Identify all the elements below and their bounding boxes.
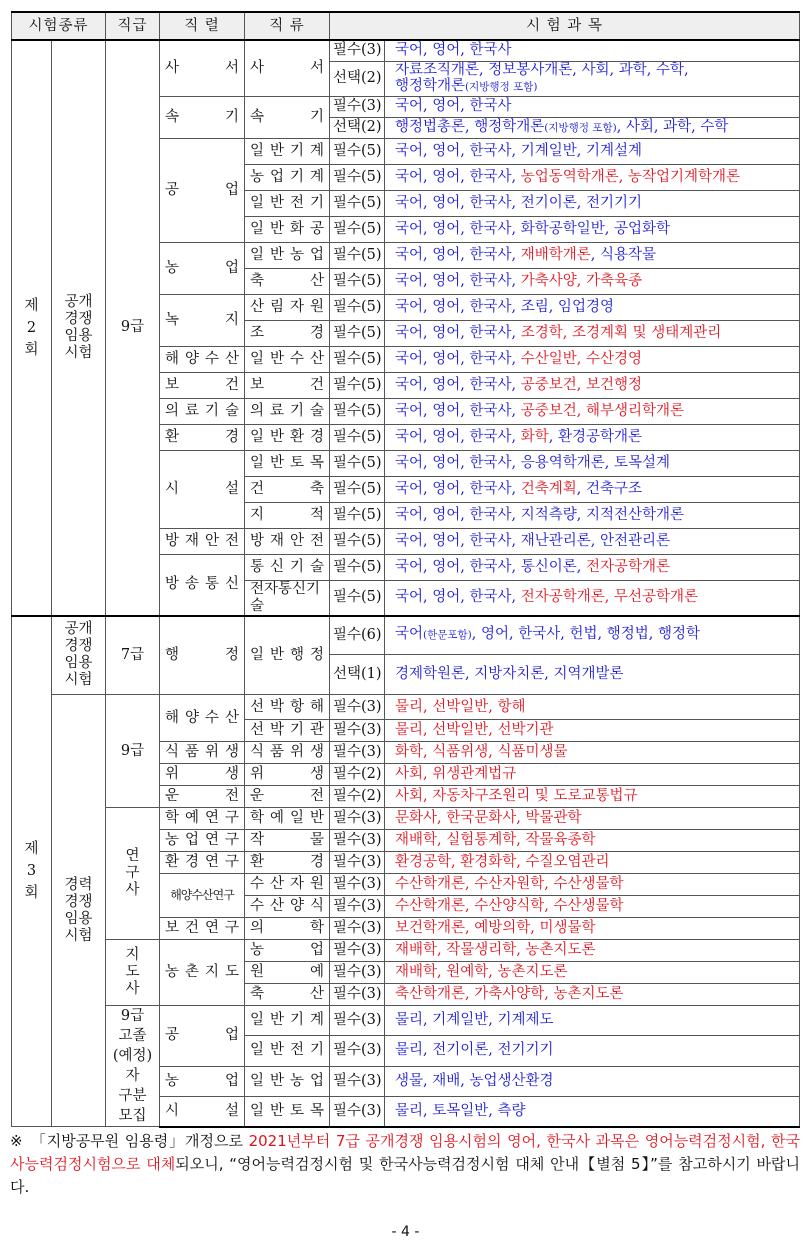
subject-text: 공중보건, 해부생리학개론 (520, 402, 685, 419)
subject-text: 국어, 영어, 한국사, 지적측량, 지적전산학개론 (395, 506, 684, 523)
subject-text: 국어, 영어, 한국사, 전기이론, 전기기기 (395, 194, 642, 211)
subject-kind: 필수(3) (330, 830, 385, 852)
table-row (12, 808, 800, 830)
class-name: 일 반 기 계 (245, 138, 330, 164)
subjects-cell (385, 896, 800, 918)
subjects-cell (385, 190, 800, 216)
subject-text: (한문포함) (423, 629, 472, 642)
class-name: 의 료 기 술 (245, 398, 330, 424)
subjects-cell (385, 450, 800, 476)
subject-text: , 사회, 과학, 수학 (616, 118, 729, 135)
grade: 9급 (106, 40, 160, 616)
note-text-segment: 되오니, “영어능력검정시험 및 한국사능력검정시험 대체 안내【별첨 5】”를 참고하시기 바랍니다. (10, 1155, 800, 1196)
class-name: 선 박 기 관 (245, 720, 330, 742)
subjects-cell (385, 372, 800, 398)
subject-text: 국어, 영어, 한국사, (395, 324, 521, 341)
series-name: 사 서 (160, 40, 245, 96)
series-name: 해 양 수 산 (160, 346, 245, 372)
subject-kind: 필수(3) (330, 695, 385, 720)
header-series: 직 렬 (160, 12, 245, 40)
subject-kind: 필수(3) (330, 1006, 385, 1036)
exam-subject-table (11, 11, 800, 1128)
class-name: 일 반 화 공 (245, 216, 330, 242)
subject-kind: 필수(3) (330, 984, 385, 1006)
class-name: 일 반 행 정 (245, 616, 330, 695)
subject-kind: 필수(6) (330, 616, 385, 655)
subject-kind: 필수(2) (330, 786, 385, 808)
class-name: 일 반 농 업 (245, 1066, 330, 1096)
subjects-cell (385, 874, 800, 896)
subjects-cell (385, 61, 800, 96)
header-grade: 직급 (106, 12, 160, 40)
series-name: 보 건 연 구 (160, 918, 245, 940)
grade: 지 도 사 (106, 940, 160, 1006)
subject-kind: 필수(3) (330, 40, 385, 61)
class-name: 위 생 (245, 764, 330, 786)
subject-kind: 필수(3) (330, 1036, 385, 1066)
subject-text: , 영어, 한국사, 헌법, 행정법, 행정학 (471, 626, 700, 643)
subject-kind: 필수(3) (330, 808, 385, 830)
class-name: 축 산 (245, 984, 330, 1006)
exam-subject-table-container (11, 11, 800, 1128)
subject-kind: 필수(3) (330, 1096, 385, 1126)
header-subjects: 시 험 과 목 (330, 12, 800, 40)
subject-text: 국어, 영어, 한국사, 통신이론, (395, 558, 586, 575)
subjects-cell (385, 962, 800, 984)
class-name: 일 반 토 목 (245, 450, 330, 476)
subjects-cell (385, 984, 800, 1006)
subject-text: 국어, 영어, 한국사, (395, 402, 521, 419)
subject-text: 수산학개론, 수산양식학, 수산생물학 (395, 898, 624, 914)
subject-text: 행정학개론 (395, 78, 466, 94)
class-name: 보 건 (245, 372, 330, 398)
subject-text: (지방행정 포함) (465, 81, 538, 93)
subject-text: 가축사양, 가축육종 (520, 272, 642, 289)
subjects-cell (385, 830, 800, 852)
header-exam-type: 시험종류 (12, 12, 106, 40)
exam-type: 경력 경쟁 임용 시험 (52, 695, 106, 1127)
subjects-cell (385, 476, 800, 502)
subject-kind: 필수(5) (330, 450, 385, 476)
table-row (12, 695, 800, 720)
class-name: 일 반 전 기 (245, 1036, 330, 1066)
subject-text: 국어, 영어, 한국사, (395, 376, 521, 393)
subjects-cell (385, 554, 800, 580)
subject-kind: 필수(3) (330, 742, 385, 764)
series-name: 속 기 (160, 96, 245, 138)
subject-kind: 필수(5) (330, 502, 385, 528)
series-name: 해 양 수 산 (160, 695, 245, 742)
series-name: 녹 지 (160, 294, 245, 346)
class-name: 수 산 자 원 (245, 874, 330, 896)
subjects-cell (385, 786, 800, 808)
subject-text: 재배학개론 (520, 246, 591, 263)
series-name: 방 송 통 신 (160, 554, 245, 616)
subject-text: 국어, 영어, 한국사, 조림, 임업경영 (395, 298, 614, 315)
subject-text: 국어, 영어, 한국사, (395, 246, 521, 263)
round-label: 제 2 회 (12, 40, 52, 616)
subjects-cell (385, 1066, 800, 1096)
series-name: 위 생 (160, 764, 245, 786)
subject-kind: 필수(3) (330, 720, 385, 742)
series-name: 식 품 위 생 (160, 742, 245, 764)
subject-kind: 필수(3) (330, 852, 385, 874)
table-row (12, 1006, 800, 1036)
subject-text: 국어, 영어, 한국사, (395, 589, 521, 605)
subject-kind: 필수(3) (330, 940, 385, 962)
subject-kind: 필수(5) (330, 476, 385, 502)
subject-text: 수산일반, 수산경영 (520, 350, 642, 367)
class-name: 조 경 (245, 320, 330, 346)
class-name: 학 예 일 반 (245, 808, 330, 830)
series-name: 방 재 안 전 (160, 528, 245, 554)
note-text-segment: 2021년부터 7급 공개경쟁 임용시험의 영어, 한국사 과목은 영어능력검정시험, 한국사능력검정시험으로 대체 (10, 1132, 801, 1173)
series-name: 공 업 (160, 138, 245, 242)
series-name: 환 경 (160, 424, 245, 450)
exam-type: 공개 경쟁 임용 시험 (52, 40, 106, 616)
subject-text: 보건학개론, 예방의학, 미생물학 (395, 920, 596, 936)
subject-text: 환경공학, 환경화학, 수질오염관리 (395, 854, 610, 870)
subjects-cell (385, 720, 800, 742)
series-name: 농 업 (160, 1066, 245, 1096)
subject-kind: 필수(3) (330, 874, 385, 896)
series-name: 농 업 연 구 (160, 830, 245, 852)
series-name: 시 설 (160, 1096, 245, 1126)
subject-text: 전자공학개론 (585, 558, 670, 575)
subject-text: 자료조직개론, 정보봉사개론, 사회, 과학, 수학, (395, 62, 689, 78)
series-name: 농 업 (160, 242, 245, 294)
series-name: 공 업 (160, 1006, 245, 1067)
class-name: 작 물 (245, 830, 330, 852)
subjects-cell (385, 40, 800, 61)
subject-text: , 건축구조 (576, 480, 642, 497)
subject-kind: 필수(3) (330, 896, 385, 918)
note-mark: ※ (10, 1132, 23, 1150)
subject-text: 경제학원론, 지방자치론, 지역개발론 (395, 666, 624, 682)
subject-text: 국어, 영어, 한국사, (395, 480, 521, 497)
subject-kind: 필수(5) (330, 554, 385, 580)
subject-text: 축산학개론, 가축사양학, 농촌지도론 (395, 986, 624, 1002)
subjects-cell (385, 346, 800, 372)
subject-text: 건축계획 (520, 480, 577, 497)
subject-text: 국어, 영어, 한국사, 재난관리론, 안전관리론 (395, 532, 670, 549)
subject-text: 국어, 영어, 한국사, (395, 350, 521, 367)
subject-text: 물리, 토목일반, 측량 (395, 1102, 526, 1119)
subject-text: 화학, 식품위생, 식품미생물 (395, 744, 568, 760)
class-name: 일 반 환 경 (245, 424, 330, 450)
subjects-cell (385, 398, 800, 424)
subject-text: 물리, 선박일반, 선박기관 (395, 722, 554, 738)
round-label: 제 3 회 (12, 616, 52, 1127)
class-name: 방 재 안 전 (245, 528, 330, 554)
subjects-cell (385, 96, 800, 117)
subject-text: 국어, 영어, 한국사 (395, 42, 512, 59)
subject-kind: 필수(3) (330, 1066, 385, 1096)
class-name: 운 전 (245, 786, 330, 808)
subject-text: 사회, 위생관계법규 (395, 766, 517, 782)
subject-text: 기계일반, 기계설계 (520, 142, 642, 159)
series-name: 운 전 (160, 786, 245, 808)
header-class: 직 류 (245, 12, 330, 40)
class-name: 식 품 위 생 (245, 742, 330, 764)
subjects-cell (385, 580, 800, 616)
series-name: 환 경 연 구 (160, 852, 245, 874)
subject-kind: 필수(3) (330, 962, 385, 984)
subject-kind: 필수(5) (330, 242, 385, 268)
class-name: 속 기 (245, 96, 330, 138)
subjects-cell (385, 424, 800, 450)
subjects-cell (385, 117, 800, 138)
subjects-cell (385, 940, 800, 962)
series-name: 농 촌 지 도 (160, 940, 245, 1006)
subjects-cell (385, 294, 800, 320)
subject-kind: 필수(5) (330, 580, 385, 616)
subject-kind: 필수(5) (330, 164, 385, 190)
series-name: 보 건 (160, 372, 245, 398)
subject-text: 조경학, 조경계획 및 생태계관리 (520, 324, 722, 341)
grade: 9급 (106, 695, 160, 808)
subject-text: , 식용작물 (590, 246, 657, 263)
subjects-cell (385, 268, 800, 294)
subjects-cell (385, 320, 800, 346)
table-row (12, 40, 800, 61)
subject-text: 물리, 전기이론, 전기기기 (395, 1042, 554, 1059)
class-name: 통 신 기 술 (245, 554, 330, 580)
subject-kind: 필수(5) (330, 138, 385, 164)
page-number: - 4 - (391, 1224, 420, 1240)
subjects-cell (385, 616, 800, 655)
subjects-cell (385, 216, 800, 242)
subjects-cell (385, 742, 800, 764)
subject-text: 국어, 영어, 한국사 (395, 98, 512, 114)
subject-text: 국어, 영어, 한국사, 화학공학일반, 공업화학 (395, 220, 670, 237)
subject-text: 재배학, 원예학, 농촌지도론 (395, 964, 568, 980)
note-text-segment: 「지방공무원 임용령」개정으로 (30, 1132, 249, 1150)
subject-kind: 선택(1) (330, 655, 385, 695)
subject-kind: 필수(5) (330, 294, 385, 320)
class-name: 지 적 (245, 502, 330, 528)
series-name: 의 료 기 술 (160, 398, 245, 424)
subject-text: 문화사, 한국문화사, 박물관학 (395, 810, 582, 826)
class-name: 축 산 (245, 268, 330, 294)
table-row (12, 616, 800, 655)
subject-text: 국어 (395, 626, 424, 643)
subjects-cell (385, 852, 800, 874)
subject-text: 화학 (520, 428, 549, 445)
class-name: 일 반 토 목 (245, 1096, 330, 1126)
class-name: 의 학 (245, 918, 330, 940)
table-header-row (12, 12, 800, 40)
subject-text: 생물, 재배, 농업생산환경 (395, 1072, 554, 1089)
notice-text (10, 1130, 800, 1199)
subjects-cell (385, 808, 800, 830)
exam-type: 공개 경쟁 임용 시험 (52, 616, 106, 695)
subject-text: (지방행정 포함) (544, 121, 617, 134)
class-name: 선 박 항 해 (245, 695, 330, 720)
subjects-cell (385, 764, 800, 786)
subjects-cell (385, 1006, 800, 1036)
class-name: 농 업 (245, 940, 330, 962)
subject-kind: 필수(5) (330, 268, 385, 294)
subject-kind: 필수(5) (330, 372, 385, 398)
subject-text: 행정법총론, 행정학개론 (395, 118, 545, 135)
series-name: 해양수산연구 (160, 874, 245, 918)
grade: 7급 (106, 616, 160, 695)
class-name: 일 반 기 계 (245, 1006, 330, 1036)
subjects-cell (385, 655, 800, 695)
series-name: 시 설 (160, 450, 245, 528)
subjects-cell (385, 695, 800, 720)
subject-text: 재배학, 작물생리학, 농촌지도론 (395, 942, 596, 958)
subjects-cell (385, 1036, 800, 1066)
table-row (12, 940, 800, 962)
subjects-cell (385, 164, 800, 190)
subject-kind: 필수(5) (330, 528, 385, 554)
subject-kind: 필수(2) (330, 764, 385, 786)
class-name: 전자통신기술 (245, 580, 330, 616)
subject-kind: 필수(5) (330, 424, 385, 450)
subject-kind: 필수(3) (330, 918, 385, 940)
class-name: 농 업 기 계 (245, 164, 330, 190)
subject-text: , 환경공학개론 (548, 428, 642, 445)
subjects-cell (385, 242, 800, 268)
class-name: 일 반 수 산 (245, 346, 330, 372)
class-name: 일 반 전 기 (245, 190, 330, 216)
subject-kind: 필수(5) (330, 398, 385, 424)
subjects-cell (385, 138, 800, 164)
subject-text: 수산학개론, 수산자원학, 수산생물학 (395, 876, 624, 892)
subjects-cell (385, 528, 800, 554)
subject-text: 국어, 영어, 한국사, (395, 168, 521, 185)
grade: 연 구 사 (106, 808, 160, 940)
subject-kind: 필수(5) (330, 190, 385, 216)
class-name: 일 반 농 업 (245, 242, 330, 268)
subject-kind: 필수(3) (330, 96, 385, 117)
subject-kind: 필수(5) (330, 216, 385, 242)
subject-kind: 필수(5) (330, 346, 385, 372)
class-name: 원 예 (245, 962, 330, 984)
subjects-cell (385, 502, 800, 528)
subject-text: 물리, 선박일반, 항해 (395, 698, 526, 715)
series-name: 행 정 (160, 616, 245, 695)
class-name: 환 경 (245, 852, 330, 874)
subject-kind: 선택(2) (330, 61, 385, 96)
subject-text: 국어, 영어, 한국사, 응용역학개론, 토목설계 (395, 454, 670, 471)
class-name: 사 서 (245, 40, 330, 96)
subject-text: 국어, 영어, 한국사, (395, 272, 521, 289)
subjects-cell (385, 1096, 800, 1126)
subject-text: 국어, 영어, 한국사, (395, 142, 521, 159)
class-name: 건 축 (245, 476, 330, 502)
grade: 9급 고졸 (예정) 자 구분 모집 (106, 1006, 160, 1127)
subject-text: 물리, 기계일반, 기계제도 (395, 1012, 554, 1029)
subject-text: 사회, 자동차구조원리 및 도로교통법규 (395, 788, 638, 804)
class-name: 산 림 자 원 (245, 294, 330, 320)
subject-kind: 선택(2) (330, 117, 385, 138)
subject-text: 농업동역학개론, 농작업기계학개론 (520, 168, 741, 185)
class-name: 수 산 양 식 (245, 896, 330, 918)
subject-text: 전자공학개론, 무선공학개론 (520, 589, 699, 605)
subjects-cell (385, 918, 800, 940)
subject-text: 공중보건, 보건행정 (520, 376, 642, 393)
subject-text: 재배학, 실험통계학, 작물육종학 (395, 832, 596, 848)
subject-kind: 필수(5) (330, 320, 385, 346)
series-name: 학 예 연 구 (160, 808, 245, 830)
subject-text: 국어, 영어, 한국사, (395, 428, 521, 445)
